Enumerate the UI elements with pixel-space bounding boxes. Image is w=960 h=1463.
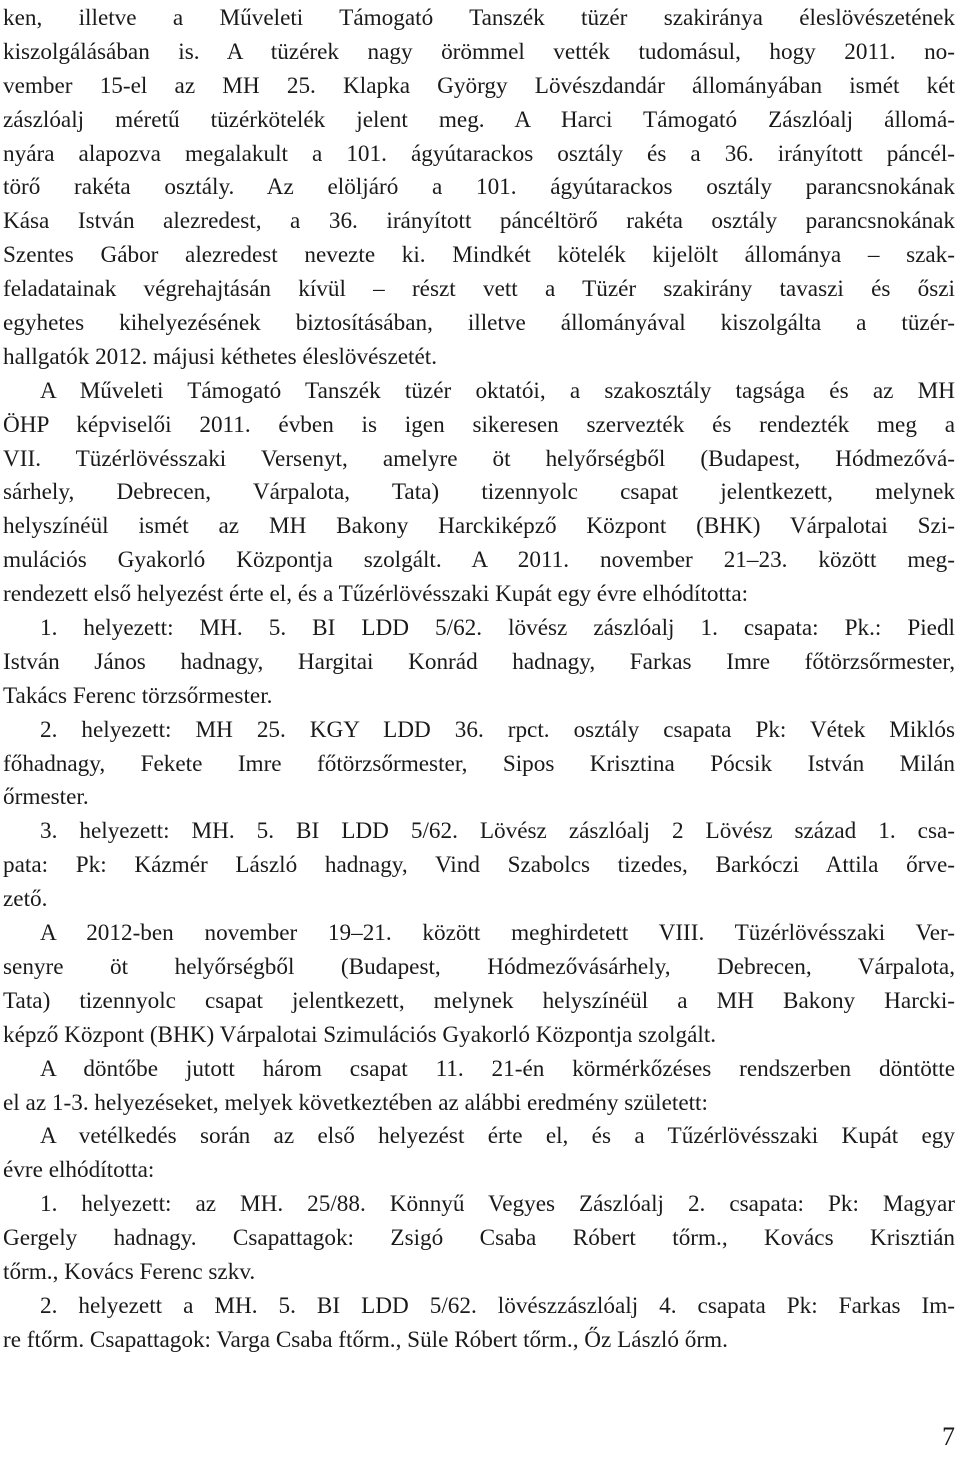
text-line: kiszolgálásában is. A tüzérek nagy örömmel vették tudomásul, hogy 2011. no-: [3, 38, 955, 65]
result-3: [3, 815, 955, 917]
text-line: törő rakéta osztály. Az elöljáró a 101. ágyútarackos osztály parancsnokának: [3, 174, 955, 201]
text-line: zászlóalj méretű tüzérkötelék jelent meg. A Harci Támogató Zászlóalj állomá-: [3, 106, 955, 133]
text-line: el az 1-3. helyezéseket, melyek következtében az alábbi eredmény született:: [3, 1089, 708, 1116]
text-line: képző Központ (BHK) Várpalotai Szimulációs Gyakorló Központja szolgált.: [3, 1021, 717, 1048]
text-line: őrmester.: [3, 784, 89, 811]
text-line: sárhely, Debrecen, Várpalota, Tata) tizennyolc csapat jelentkezett, melynek: [3, 479, 955, 506]
result-2012-2: [3, 1290, 955, 1358]
page-number: 7: [942, 1422, 955, 1451]
document-body: [3, 2, 955, 1358]
text-line: főhadnagy, Fekete Imre főtörzsőrmester, Sipos Krisztina Pócsik István Milán: [3, 750, 955, 777]
text-line: István János hadnagy, Hargitai Konrád hadnagy, Farkas Imre főtörzsőrmester,: [3, 648, 955, 675]
text-line: feladatainak végrehajtásán kívül – részt vett a Tüzér szakirány tavaszi és őszi: [3, 276, 955, 303]
text-line: 1. helyezett: MH. 5. BI LDD 5/62. lövész zászlóalj 1. csapata: Pk.: Piedl: [40, 615, 955, 642]
text-line: A 2012-ben november 19–21. között meghirdetett VIII. Tüzérlövésszaki Ver-: [40, 920, 955, 947]
paragraph-2012: [3, 917, 955, 1053]
text-line: ÖHP képviselői 2011. évben is igen sikeresen szervezték és rendezték meg a: [3, 411, 955, 438]
text-line: Kása István alezredest, a 36. irányított páncéltörő rakéta osztály parancsnokának: [3, 208, 955, 235]
text-line: senyre öt helyőrségből (Budapest, Hódmezővásárhely, Debrecen, Várpalota,: [3, 953, 955, 980]
text-line: pata: Pk: Kázmér László hadnagy, Vind Szabolcs tizedes, Barkóczi Attila őrve-: [3, 852, 955, 879]
text-line: rendezett első helyezést érte el, és a Tűzérlövésszaki Kupát egy évre elhódította:: [3, 581, 749, 608]
text-line: nyára alapozva megalakult a 101. ágyútarackos osztály és a 36. irányított páncél-: [3, 140, 955, 167]
text-line: helyszínéül ismét az MH Bakony Harckiképző Központ (BHK) Várpalotai Szi-: [3, 513, 955, 540]
paragraph-final: [3, 1053, 955, 1121]
result-1: [3, 612, 955, 714]
result-2: [3, 714, 955, 816]
text-line: Gergely hadnagy. Csapattagok: Zsigó Csaba Róbert tőrm., Kovács Krisztián: [3, 1225, 955, 1252]
text-line: mulációs Gyakorló Központja szolgált. A 2011. november 21–23. között meg-: [3, 547, 955, 574]
text-line: hallgatók 2012. májusi kéthetes éleslövészetét.: [3, 343, 437, 370]
text-line: 1. helyezett: az MH. 25/88. Könnyű Vegyes Zászlóalj 2. csapata: Pk: Magyar: [40, 1191, 955, 1218]
text-line: ken, illetve a Műveleti Támogató Tanszék tüzér szakiránya éleslövészetének: [3, 5, 955, 31]
text-line: zető.: [3, 886, 48, 913]
text-line: A vetélkedés során az első helyezést érte el, és a Tűzérlövésszaki Kupát egy: [40, 1123, 955, 1150]
text-line: tőrm., Kovács Ferenc szkv.: [3, 1258, 256, 1285]
text-line: vember 15-el az MH 25. Klapka György Lövészdandár állományában ismét két: [3, 72, 955, 99]
paragraph-2: [3, 375, 955, 612]
text-line: Tata) tizennyolc csapat jelentkezett, melynek helyszínéül a MH Bakony Harcki-: [3, 987, 955, 1014]
text-line: egyhetes kihelyezésének biztosításában, illetve állományával kiszolgálta a tüzér-: [3, 310, 955, 337]
text-line: Takács Ferenc törzsőrmester.: [3, 682, 273, 709]
text-line: re ftőrm. Csapattagok: Varga Csaba ftőrm., Süle Róbert tőrm., Őz László őrm.: [3, 1326, 728, 1353]
result-2012-1: [3, 1188, 955, 1290]
text-line: A döntőbe jutott három csapat 11. 21-én körmérkőzéses rendszerben döntötte: [40, 1055, 955, 1082]
text-line: VII. Tüzérlövésszaki Versenyt, amelyre öt helyőrségből (Budapest, Hódmezővá-: [3, 445, 955, 472]
text-line: Szentes Gábor alezredest nevezte ki. Mindkét kötelék kijelölt állománya – szak-: [3, 242, 955, 269]
text-line: évre elhódította:: [3, 1157, 155, 1184]
paragraph-1: [3, 2, 955, 375]
paragraph-cup: [3, 1120, 955, 1188]
text-line: A Műveleti Támogató Tanszék tüzér oktatói, a szakosztály tagsága és az MH: [40, 377, 955, 404]
text-line: 3. helyezett: MH. 5. BI LDD 5/62. Lövész zászlóalj 2 Lövész század 1. csa-: [40, 818, 955, 845]
text-line: 2. helyezett: MH 25. KGY LDD 36. rpct. osztály csapata Pk: Vétek Miklós: [40, 716, 955, 743]
text-line: 2. helyezett a MH. 5. BI LDD 5/62. lövészzászlóalj 4. csapata Pk: Farkas Im-: [40, 1292, 955, 1319]
